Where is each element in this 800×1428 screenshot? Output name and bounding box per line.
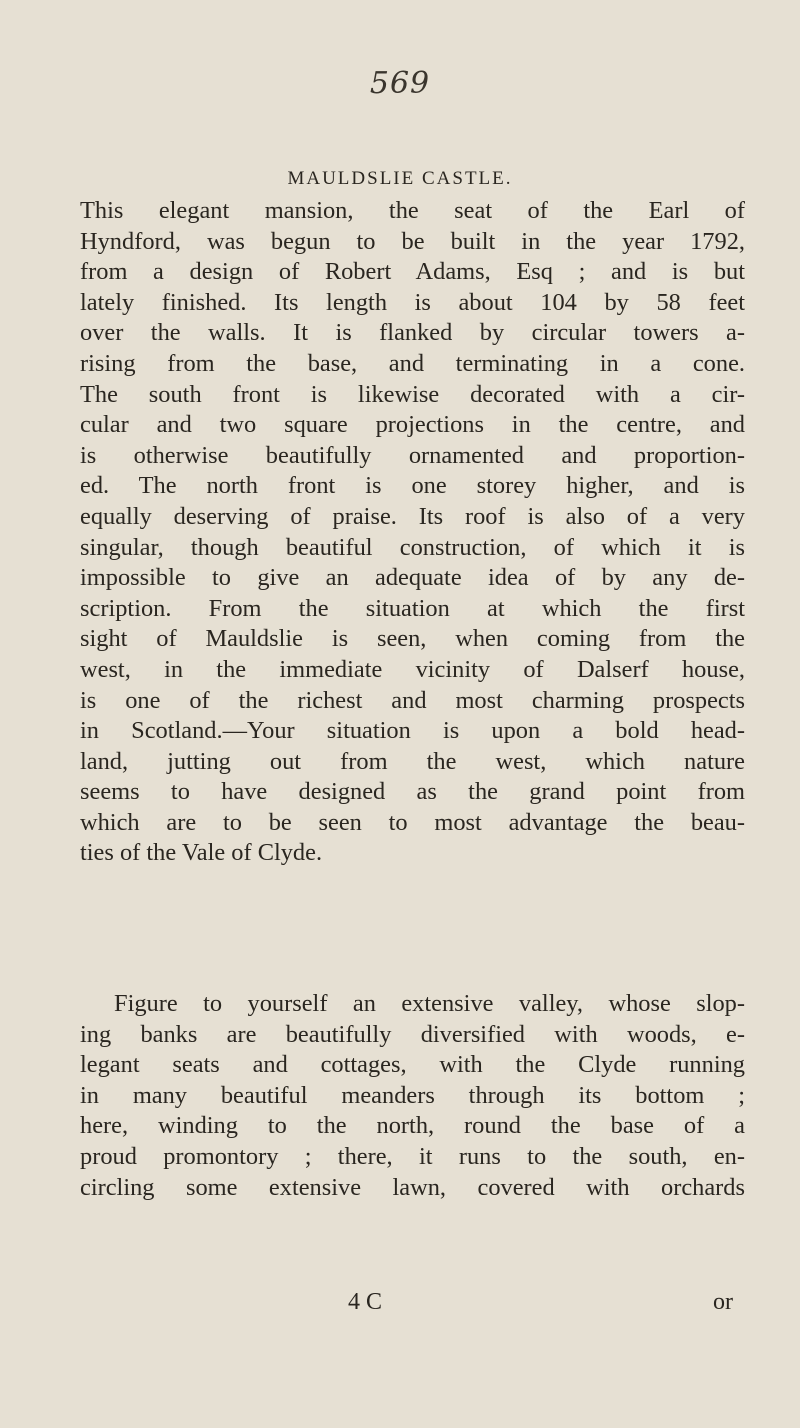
text-line: This elegant mansion, the seat of the Earl of xyxy=(80,197,745,224)
paragraph-2 xyxy=(80,989,745,1203)
text-line: which are to be seen to most advantage the beau- xyxy=(80,808,745,836)
text-line: is one of the richest and most charming prospects xyxy=(80,686,745,714)
text-line: seems to have designed as the grand point from xyxy=(80,778,745,806)
page-number: 569 xyxy=(369,66,431,101)
text-line: scription. From the situation at which the first xyxy=(80,594,745,622)
text-line: The south front is likewise decorated with a cir- xyxy=(80,380,745,408)
text-line: Figure to yourself an extensive valley, whose slop- xyxy=(114,990,745,1017)
text-line: over the walls. It is flanked by circular towers a- xyxy=(80,319,745,347)
paragraph-1 xyxy=(80,196,745,869)
text-line: Hyndford, was begun to be built in the year 1792, xyxy=(80,227,745,255)
text-line: rising from the base, and terminating in a cone. xyxy=(80,349,745,377)
text-line: legant seats and cottages, with the Clyde running xyxy=(80,1051,745,1079)
text-line: ing banks are beautifully diversified with woods, e- xyxy=(80,1020,745,1048)
text-line: in many beautiful meanders through its bottom ; xyxy=(80,1081,745,1109)
catchword: or xyxy=(713,1289,733,1315)
signature-mark: 4 C xyxy=(348,1289,383,1315)
text-line: is otherwise beautifully ornamented and proportion- xyxy=(80,441,745,469)
text-line: here, winding to the north, round the base of a xyxy=(80,1112,745,1140)
text-line: from a design of Robert Adams, Esq ; and is but xyxy=(80,258,745,286)
text-line: proud promontory ; there, it runs to the south, en- xyxy=(80,1142,745,1170)
text-line: ed. The north front is one storey higher, and is xyxy=(80,472,745,500)
text-line: sight of Mauldslie is seen, when coming from the xyxy=(80,625,745,653)
text-line: lately finished. Its length is about 104 by 58 feet xyxy=(80,288,745,316)
section-title: MAULDSLIE CASTLE. xyxy=(287,168,513,189)
text-line: singular, though beautiful construction, of which it is xyxy=(80,533,745,561)
text-line: circling some extensive lawn, covered with orchards xyxy=(80,1173,745,1201)
text-line: land, jutting out from the west, which nature xyxy=(80,747,745,775)
text-line: cular and two square projections in the centre, and xyxy=(80,411,745,439)
text-line: ties of the Vale of Clyde. xyxy=(80,839,323,867)
text-line: west, in the immediate vicinity of Dalserf house, xyxy=(80,655,745,683)
text-line: in Scotland.—Your situation is upon a bold head- xyxy=(80,717,745,745)
text-line: impossible to give an adequate idea of by any de- xyxy=(80,564,745,592)
text-line: equally deserving of praise. Its roof is also of a very xyxy=(80,502,745,530)
